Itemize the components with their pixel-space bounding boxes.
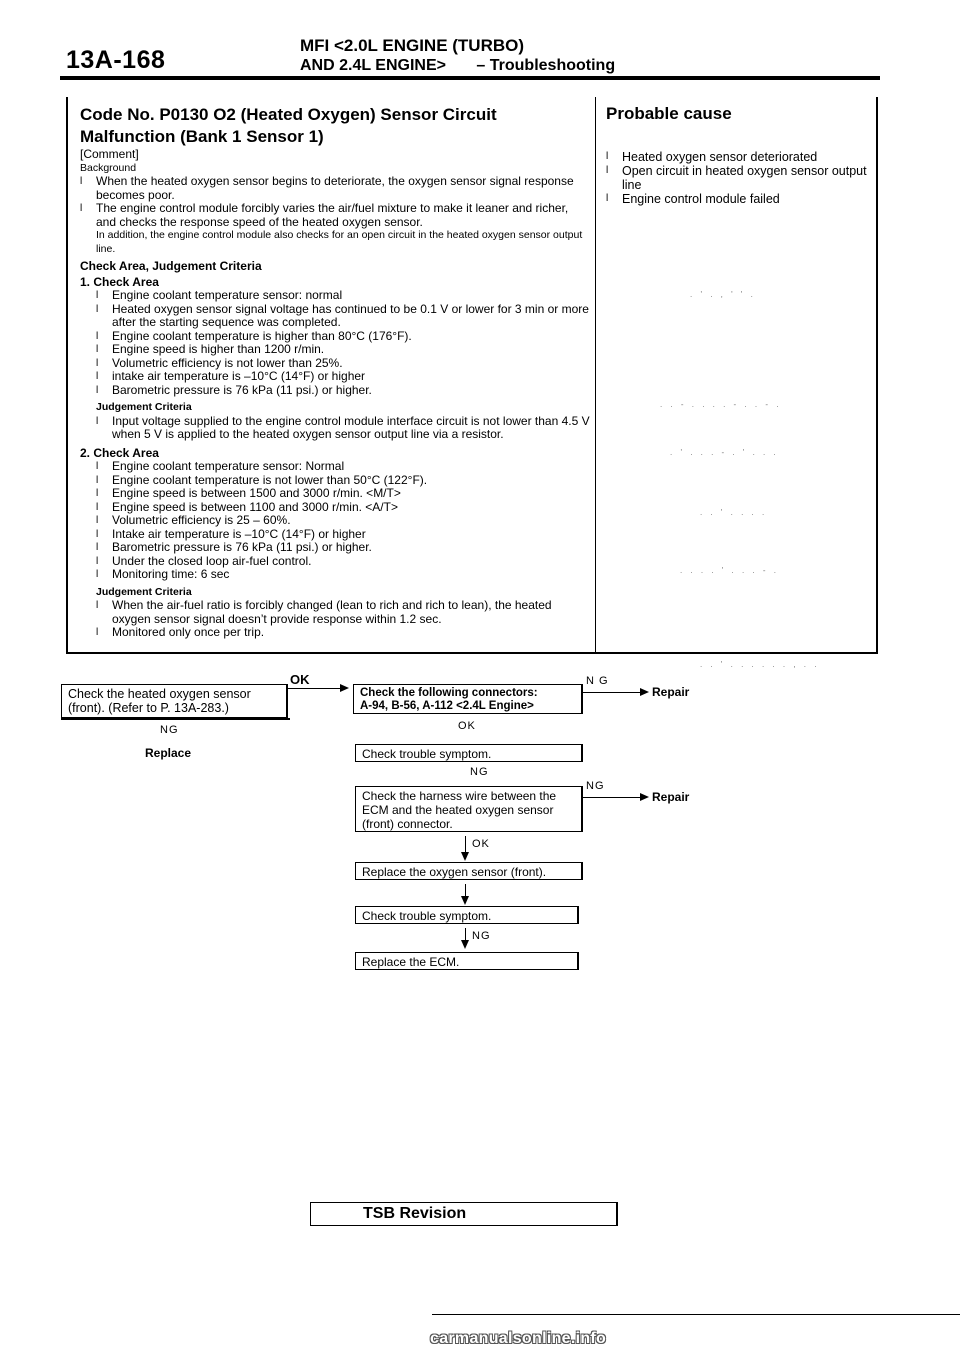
flow-step1-box xyxy=(61,684,288,718)
flow-connector xyxy=(583,692,641,693)
area2-item: l Monitoring time: 6 sec xyxy=(96,568,590,582)
background-label: Background xyxy=(80,161,137,174)
judgement1-heading: Judgement Criteria xyxy=(96,401,192,413)
scan-noise: . ' . . . - . ' . . . xyxy=(670,448,779,457)
flow-repair1: Repair xyxy=(652,685,690,699)
flow-step1-ng-label: NG xyxy=(160,724,179,736)
scan-noise: . . ' . . . . xyxy=(700,508,768,517)
area2-item: l Engine coolant temperature is not lower than 50°C (122°F). xyxy=(96,474,590,488)
footer-rule xyxy=(432,1314,960,1315)
area1-heading: 1. Check Area xyxy=(80,274,159,289)
flow-step2-box xyxy=(353,684,583,714)
scan-noise: . . . . ' . . . - . xyxy=(680,566,779,575)
flow-step4-text: Check the harness wire between the ECM and the heated oxygen sensor (front) connector. xyxy=(362,789,557,831)
background-item: l When the heated oxygen sensor begins to deteriorate, the oxygen sensor signal response becomes poor. xyxy=(80,175,590,202)
judgement2-item: l Monitored only once per trip. xyxy=(96,626,590,640)
flow-step6-text: Check trouble symptom. xyxy=(362,909,492,923)
flow-step4-ok-label: OK xyxy=(472,838,490,850)
area2-item: l Intake air temperature is –10°C (14°F) or higher xyxy=(96,528,590,542)
probable-cause-item: l Heated oxygen sensor deteriorated xyxy=(606,150,874,164)
flow-step2-ng-label: N G xyxy=(586,675,609,687)
table-column-divider xyxy=(595,97,596,653)
judgement1-item: l Input voltage supplied to the engine control module interface circuit is not lower than 4.5 V when 5 V is applied to the heated oxygen sensor output line via a resistor. xyxy=(96,415,590,442)
flow-step2-line2: A-94, B-56, A-112 <2.4L Engine> xyxy=(360,700,534,712)
header-title-line2-text: AND 2.4L ENGINE> xyxy=(300,57,446,74)
flow-step1-text: Check the heated oxygen sensor (front). (Refer to P. 13A-283.) xyxy=(68,687,251,715)
area2-item: l Engine coolant temperature sensor: Normal xyxy=(96,460,590,474)
table-border-bottom xyxy=(66,652,878,654)
area1-item: l Barometric pressure is 76 kPa (11 psi.) or higher. xyxy=(96,384,590,398)
tsb-revision-box xyxy=(310,1202,618,1226)
flow-repair2: Repair xyxy=(652,790,690,804)
table-border-left xyxy=(66,97,68,653)
comment-label: [Comment] xyxy=(80,147,139,161)
header-title-line1: MFI <2.0L ENGINE (TURBO) xyxy=(300,36,525,55)
flow-step6-box xyxy=(355,906,579,924)
flow-step5-text: Replace the oxygen sensor (front). xyxy=(362,865,547,879)
area1-item: l Engine coolant temperature sensor: normal xyxy=(96,289,590,303)
flow-step6-ng-label: NG xyxy=(472,930,491,942)
flow-step1-ok-label: OK xyxy=(290,672,310,687)
probable-cause-list xyxy=(606,150,874,206)
flow-step2-line1: Check the following connectors: xyxy=(360,687,538,699)
scan-noise: . . - . . . . - . . - . xyxy=(660,400,782,409)
area2-item: l Engine speed is between 1100 and 3000 r/min. <A/T> xyxy=(96,501,590,515)
flow-step7-text: Replace the ECM. xyxy=(362,955,460,969)
page-number: 13A-168 xyxy=(66,46,166,74)
arrow-right-icon xyxy=(640,688,649,696)
area1-item: l Heated oxygen sensor signal voltage has continued to be 0.1 V or lower for 3 min or more after the starting sequence was completed. xyxy=(96,303,590,330)
area1-item: l Engine coolant temperature is higher than 80°C (176°F). xyxy=(96,330,590,344)
flow-step4-ng-label: NG xyxy=(586,780,605,792)
flow-step3-text: Check trouble symptom. xyxy=(362,747,492,761)
flow-step3-box xyxy=(355,744,583,762)
flow-step4-box xyxy=(355,786,583,832)
flow-connector xyxy=(288,688,342,689)
scan-noise: . ' . , ' ' . xyxy=(690,290,756,299)
code-title-line2: Malfunction (Bank 1 Sensor 1) xyxy=(80,127,324,146)
flow-step1-underline xyxy=(61,718,290,720)
header-section: – Troubleshooting xyxy=(476,57,616,74)
flow-step5-box xyxy=(355,862,583,880)
probable-cause-item: l Engine control module failed xyxy=(606,192,874,206)
arrow-right-icon xyxy=(640,793,649,801)
arrow-down-icon xyxy=(461,852,469,861)
flow-step7-box xyxy=(355,952,579,970)
table-border-right xyxy=(876,97,878,653)
arrow-right-icon xyxy=(340,684,349,692)
area2-item: l Barometric pressure is 76 kPa (11 psi.) or higher. xyxy=(96,541,590,555)
area2-item: l Volumetric efficiency is 25 – 60%. xyxy=(96,514,590,528)
flow-step3-ng-label: NG xyxy=(470,766,489,778)
scan-noise: . . ' . . . . . . , . . xyxy=(700,660,820,669)
arrow-down-icon xyxy=(461,896,469,905)
judgement2-heading: Judgement Criteria xyxy=(96,585,192,598)
tsb-revision-label: TSB Revision xyxy=(363,1205,467,1222)
area2-heading: 2. Check Area xyxy=(80,445,159,460)
code-title xyxy=(80,104,497,148)
background-item: l The engine control module forcibly varies the air/fuel mixture to make it leaner and richer, and checks the response speed of the heated oxygen sensor. xyxy=(80,202,590,229)
arrow-down-icon xyxy=(461,940,469,949)
code-title-line1: Code No. P0130 O2 (Heated Oxygen) Sensor Circuit xyxy=(80,105,497,124)
area1-item: l Volumetric efficiency is not lower than 25%. xyxy=(96,357,590,371)
judgement2-item: l When the air-fuel ratio is forcibly changed (lean to rich and rich to lean), the heated oxygen sensor signal doesn’t provide response within 1.2 sec. xyxy=(96,599,590,626)
flow-step2-ok-label: OK xyxy=(458,720,476,732)
criteria-heading: Check Area, Judgement Criteria xyxy=(80,259,262,273)
header-rule xyxy=(60,76,880,80)
flow-replace: Replace xyxy=(145,746,192,760)
header-title-line2 xyxy=(300,57,615,75)
area2-item: l Engine speed is between 1500 and 3000 r/min. <M/T> xyxy=(96,487,590,501)
flow-connector xyxy=(583,797,641,798)
watermark: carmanualsonline.info xyxy=(430,1330,607,1347)
area1-item: l intake air temperature is –10°C (14°F) or higher xyxy=(96,370,590,384)
area2-item: l Under the closed loop air-fuel control. xyxy=(96,555,590,569)
area1-item: l Engine speed is higher than 1200 r/min. xyxy=(96,343,590,357)
probable-cause-heading: Probable cause xyxy=(606,104,732,123)
background-item: In addition, the engine control module also checks for an open circuit in the heated oxygen sensor output line. xyxy=(96,229,583,255)
probable-cause-item: l Open circuit in heated oxygen sensor output line xyxy=(606,164,874,192)
comment-section xyxy=(80,148,590,640)
